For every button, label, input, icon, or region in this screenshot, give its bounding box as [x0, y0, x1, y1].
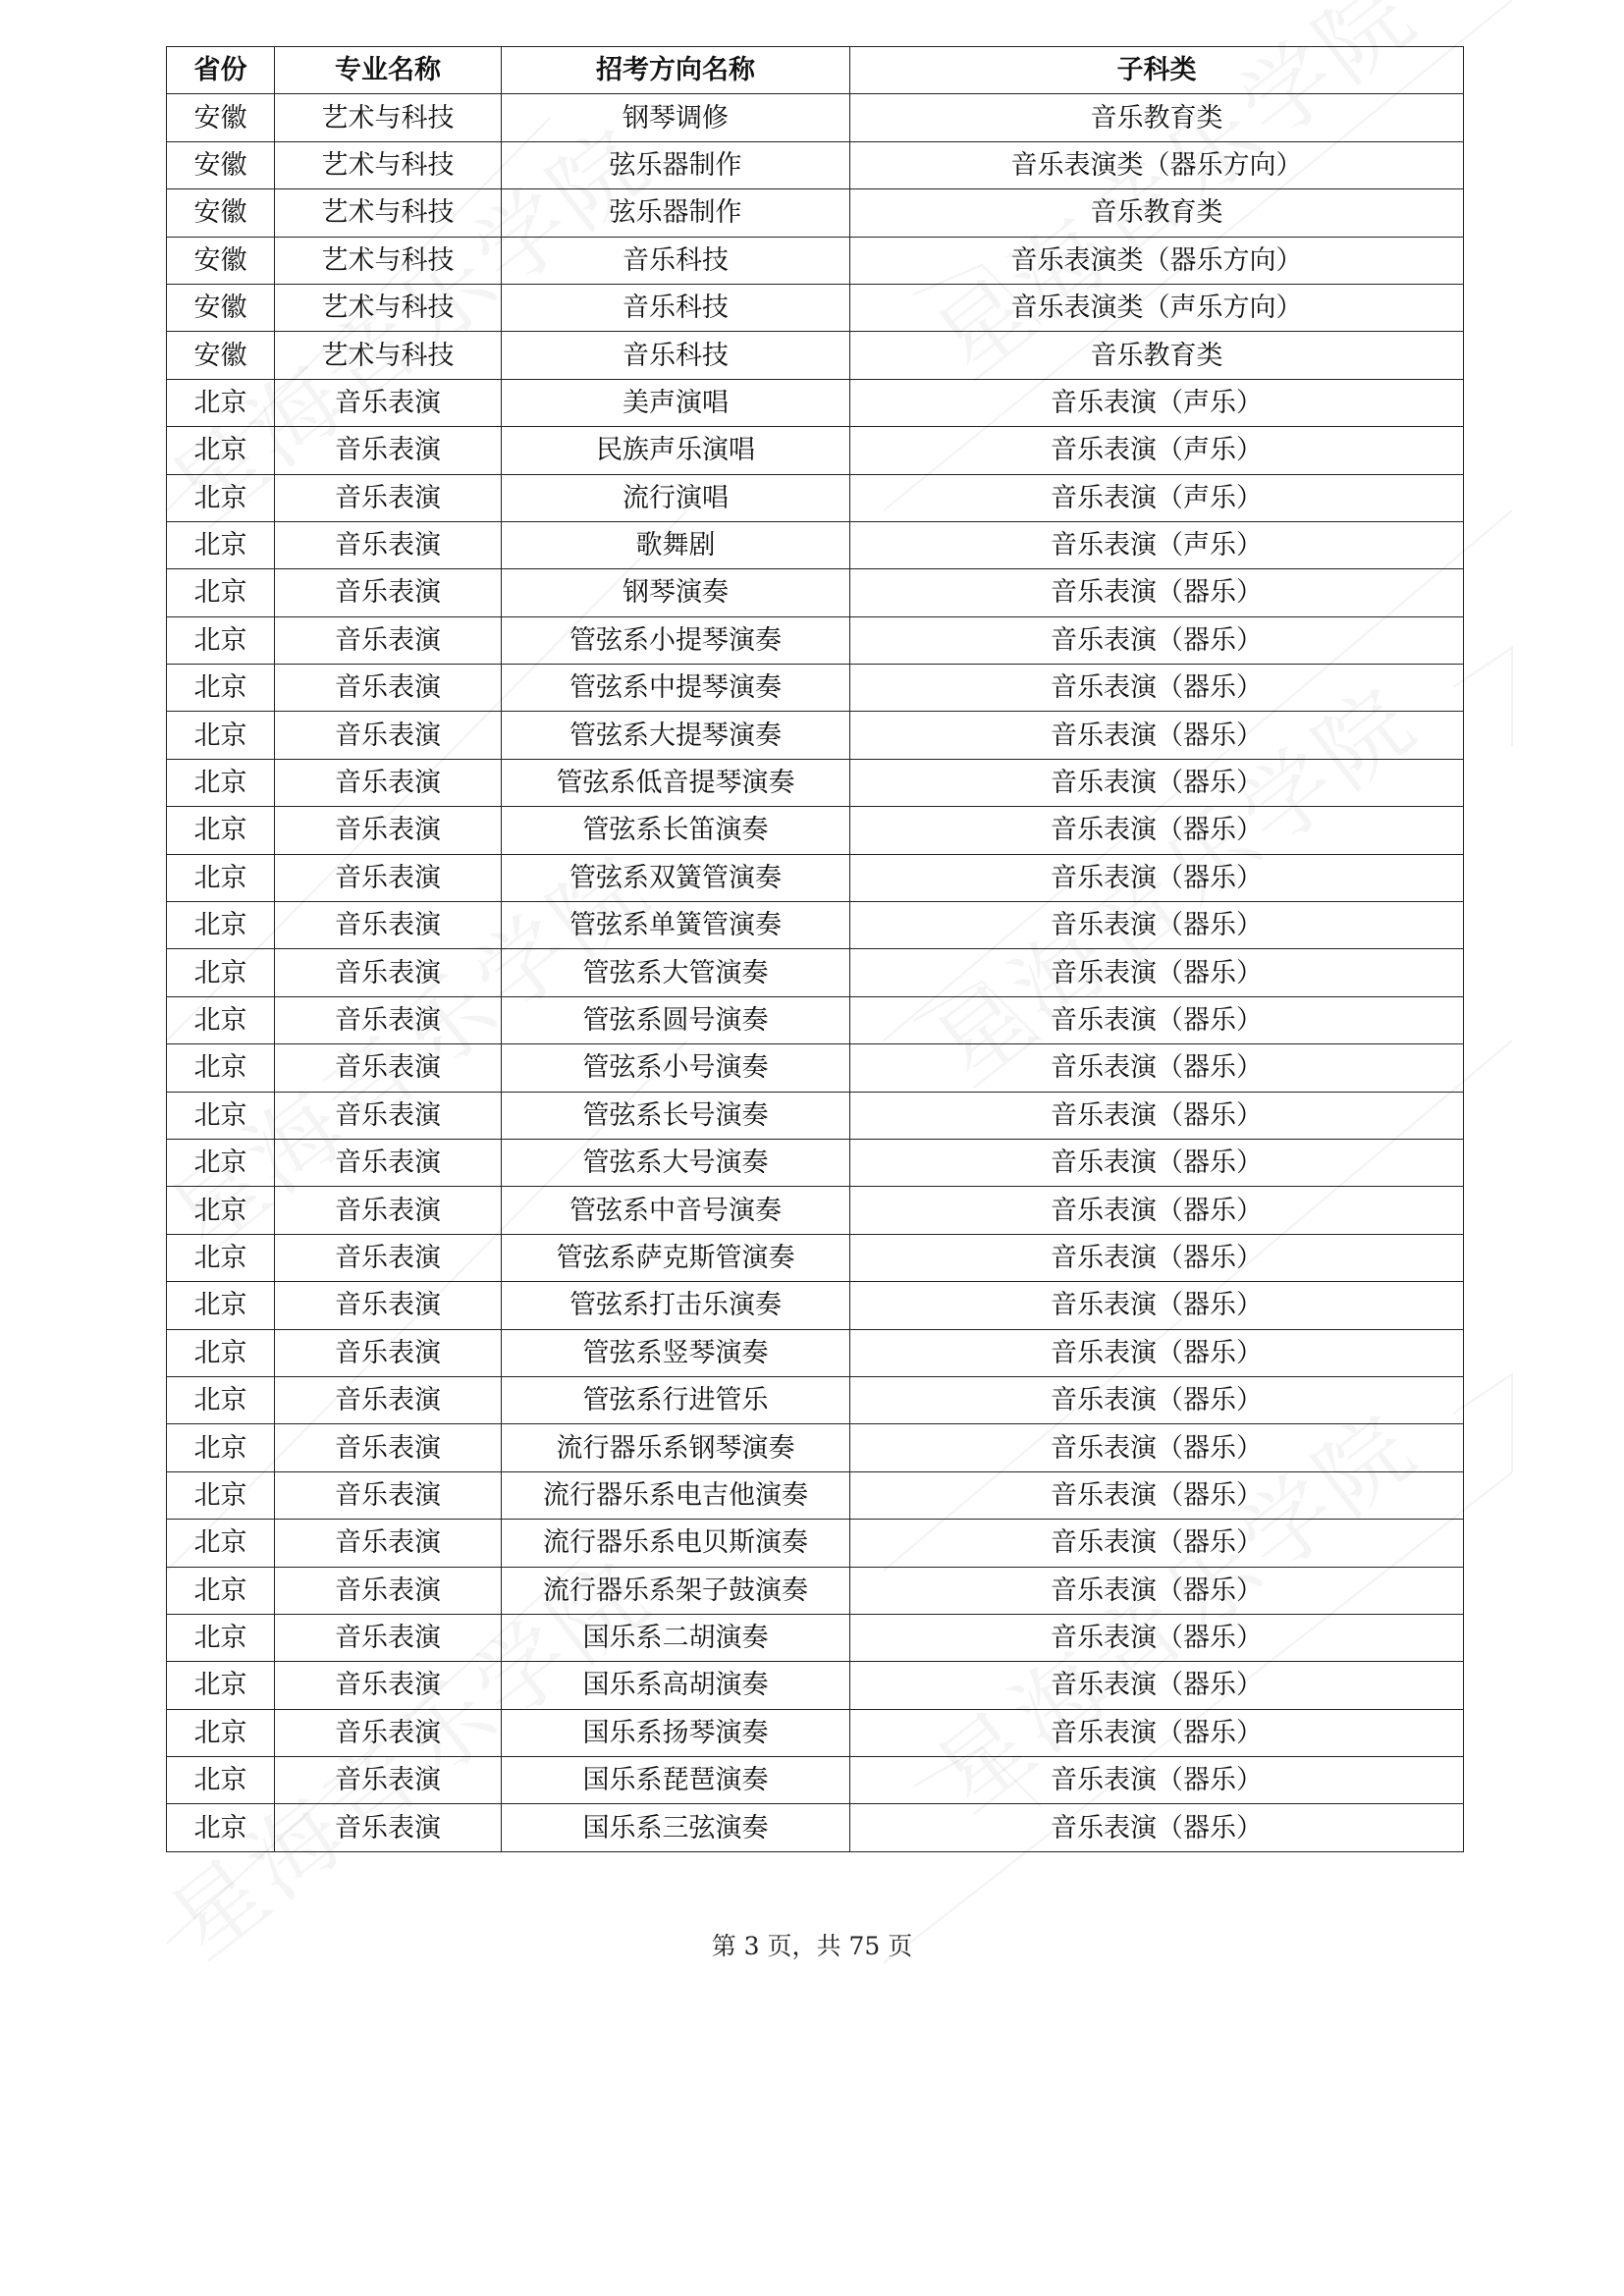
cell-major: 艺术与科技 — [275, 141, 502, 188]
cell-province: 北京 — [167, 759, 275, 806]
table-row — [167, 379, 1464, 426]
table-row — [167, 1139, 1464, 1186]
cell-province: 北京 — [167, 1662, 275, 1709]
cell-direction: 弦乐器制作 — [502, 189, 850, 237]
cell-subcategory: 音乐表演（器乐） — [850, 712, 1464, 759]
table-row — [167, 141, 1464, 188]
cell-direction: 管弦系低音提琴演奏 — [502, 759, 850, 806]
cell-province: 北京 — [167, 1282, 275, 1329]
table-row — [167, 1709, 1464, 1756]
table-row — [167, 1234, 1464, 1281]
cell-province: 北京 — [167, 949, 275, 996]
cell-direction: 管弦系中提琴演奏 — [502, 665, 850, 712]
cell-major: 音乐表演 — [275, 379, 502, 426]
cell-subcategory: 音乐表演（器乐） — [850, 949, 1464, 996]
cell-province: 北京 — [167, 1044, 275, 1092]
cell-direction: 管弦系萨克斯管演奏 — [502, 1234, 850, 1281]
cell-major: 艺术与科技 — [275, 237, 502, 284]
header-row — [167, 47, 1464, 94]
cell-subcategory: 音乐教育类 — [850, 189, 1464, 237]
cell-province: 北京 — [167, 1234, 275, 1281]
cell-subcategory: 音乐表演类（器乐方向） — [850, 237, 1464, 284]
cell-direction: 音乐科技 — [502, 284, 850, 331]
cell-major: 音乐表演 — [275, 1329, 502, 1376]
cell-major: 艺术与科技 — [275, 284, 502, 331]
cell-direction: 管弦系小号演奏 — [502, 1044, 850, 1092]
cell-major: 音乐表演 — [275, 569, 502, 616]
cell-direction: 管弦系大号演奏 — [502, 1139, 850, 1186]
cell-subcategory: 音乐表演（器乐） — [850, 1092, 1464, 1139]
table-row — [167, 1757, 1464, 1804]
cell-direction: 管弦系单簧管演奏 — [502, 902, 850, 949]
cell-direction: 弦乐器制作 — [502, 141, 850, 188]
cell-direction: 流行器乐系电吉他演奏 — [502, 1471, 850, 1519]
cell-major: 音乐表演 — [275, 902, 502, 949]
table-row — [167, 807, 1464, 854]
cell-subcategory: 音乐表演（声乐） — [850, 379, 1464, 426]
cell-subcategory: 音乐表演（器乐） — [850, 1187, 1464, 1234]
table-row — [167, 332, 1464, 379]
cell-province: 北京 — [167, 569, 275, 616]
cell-direction: 音乐科技 — [502, 237, 850, 284]
cell-subcategory: 音乐表演（器乐） — [850, 1614, 1464, 1661]
table-row — [167, 1520, 1464, 1567]
cell-major: 音乐表演 — [275, 665, 502, 712]
cell-major: 音乐表演 — [275, 1614, 502, 1661]
cell-subcategory: 音乐教育类 — [850, 94, 1464, 141]
cell-subcategory: 音乐表演（器乐） — [850, 1139, 1464, 1186]
cell-subcategory: 音乐表演（器乐） — [850, 665, 1464, 712]
cell-subcategory: 音乐表演（器乐） — [850, 616, 1464, 664]
cell-subcategory: 音乐表演（器乐） — [850, 1709, 1464, 1756]
cell-major: 音乐表演 — [275, 1520, 502, 1567]
cell-subcategory: 音乐表演（器乐） — [850, 1044, 1464, 1092]
cell-subcategory: 音乐表演（器乐） — [850, 1757, 1464, 1804]
cell-direction: 管弦系中音号演奏 — [502, 1187, 850, 1234]
cell-province: 北京 — [167, 474, 275, 521]
cell-major: 音乐表演 — [275, 949, 502, 996]
cell-major: 音乐表演 — [275, 1757, 502, 1804]
cell-major: 艺术与科技 — [275, 94, 502, 141]
cell-major: 音乐表演 — [275, 996, 502, 1043]
cell-subcategory: 音乐表演（器乐） — [850, 1471, 1464, 1519]
table-row — [167, 1567, 1464, 1614]
table-row — [167, 427, 1464, 474]
cell-major: 音乐表演 — [275, 1044, 502, 1092]
cell-direction: 歌舞剧 — [502, 521, 850, 568]
table-row — [167, 1471, 1464, 1519]
table-row — [167, 1662, 1464, 1709]
cell-province: 北京 — [167, 712, 275, 759]
table-row — [167, 1329, 1464, 1376]
cell-subcategory: 音乐表演（器乐） — [850, 854, 1464, 901]
cell-subcategory: 音乐表演（器乐） — [850, 1329, 1464, 1376]
table-row — [167, 1804, 1464, 1851]
table-row — [167, 712, 1464, 759]
cell-province: 北京 — [167, 665, 275, 712]
cell-subcategory: 音乐表演（器乐） — [850, 996, 1464, 1043]
cell-subcategory: 音乐表演（声乐） — [850, 427, 1464, 474]
cell-direction: 管弦系长号演奏 — [502, 1092, 850, 1139]
admissions-table — [166, 46, 1464, 1852]
cell-major: 音乐表演 — [275, 1709, 502, 1756]
cell-subcategory: 音乐表演（器乐） — [850, 1520, 1464, 1567]
cell-direction: 管弦系打击乐演奏 — [502, 1282, 850, 1329]
table-row — [167, 521, 1464, 568]
cell-major: 艺术与科技 — [275, 189, 502, 237]
table-row — [167, 902, 1464, 949]
cell-subcategory: 音乐表演（器乐） — [850, 902, 1464, 949]
table-row — [167, 189, 1464, 237]
cell-province: 北京 — [167, 1376, 275, 1423]
cell-subcategory: 音乐表演（声乐） — [850, 521, 1464, 568]
cell-direction: 流行器乐系电贝斯演奏 — [502, 1520, 850, 1567]
cell-major: 音乐表演 — [275, 474, 502, 521]
table-row — [167, 1376, 1464, 1423]
table-row — [167, 474, 1464, 521]
table-header — [167, 47, 1464, 94]
cell-direction: 美声演唱 — [502, 379, 850, 426]
cell-direction: 音乐科技 — [502, 332, 850, 379]
table-row — [167, 1092, 1464, 1139]
cell-province: 安徽 — [167, 237, 275, 284]
cell-major: 音乐表演 — [275, 1662, 502, 1709]
cell-province: 北京 — [167, 1424, 275, 1471]
page-number-label: 第 3 页，共 75 页 — [711, 1932, 913, 1960]
cell-major: 音乐表演 — [275, 1424, 502, 1471]
cell-major: 音乐表演 — [275, 616, 502, 664]
table-row — [167, 616, 1464, 664]
cell-direction: 管弦系双簧管演奏 — [502, 854, 850, 901]
cell-direction: 国乐系扬琴演奏 — [502, 1709, 850, 1756]
cell-province: 安徽 — [167, 332, 275, 379]
cell-major: 音乐表演 — [275, 1804, 502, 1851]
header-subcategory: 子科类 — [850, 47, 1464, 94]
header-major: 专业名称 — [275, 47, 502, 94]
cell-direction: 国乐系三弦演奏 — [502, 1804, 850, 1851]
cell-province: 北京 — [167, 1092, 275, 1139]
cell-subcategory: 音乐表演（器乐） — [850, 1567, 1464, 1614]
cell-subcategory: 音乐表演（器乐） — [850, 759, 1464, 806]
cell-direction: 管弦系圆号演奏 — [502, 996, 850, 1043]
table-row — [167, 1044, 1464, 1092]
cell-major: 音乐表演 — [275, 854, 502, 901]
cell-major: 音乐表演 — [275, 1282, 502, 1329]
cell-major: 音乐表演 — [275, 1139, 502, 1186]
cell-direction: 流行器乐系架子鼓演奏 — [502, 1567, 850, 1614]
table-row — [167, 1282, 1464, 1329]
table-row — [167, 996, 1464, 1043]
cell-province: 安徽 — [167, 189, 275, 237]
table-body — [167, 94, 1464, 1851]
cell-province: 北京 — [167, 1520, 275, 1567]
cell-province: 北京 — [167, 1804, 275, 1851]
table-row — [167, 759, 1464, 806]
cell-subcategory: 音乐教育类 — [850, 332, 1464, 379]
cell-province: 北京 — [167, 854, 275, 901]
cell-major: 音乐表演 — [275, 1471, 502, 1519]
table-row — [167, 665, 1464, 712]
page-footer — [0, 1927, 1624, 1962]
table-row — [167, 94, 1464, 141]
cell-province: 北京 — [167, 1567, 275, 1614]
cell-province: 北京 — [167, 1329, 275, 1376]
cell-subcategory: 音乐表演（器乐） — [850, 1282, 1464, 1329]
cell-major: 音乐表演 — [275, 521, 502, 568]
cell-direction: 管弦系长笛演奏 — [502, 807, 850, 854]
table-row — [167, 854, 1464, 901]
cell-major: 音乐表演 — [275, 759, 502, 806]
cell-subcategory: 音乐表演（声乐） — [850, 474, 1464, 521]
cell-province: 北京 — [167, 379, 275, 426]
cell-province: 北京 — [167, 1187, 275, 1234]
table-row — [167, 949, 1464, 996]
cell-province: 北京 — [167, 996, 275, 1043]
cell-major: 音乐表演 — [275, 807, 502, 854]
cell-province: 安徽 — [167, 284, 275, 331]
cell-province: 北京 — [167, 902, 275, 949]
cell-direction: 国乐系高胡演奏 — [502, 1662, 850, 1709]
cell-major: 音乐表演 — [275, 1376, 502, 1423]
cell-subcategory: 音乐表演（器乐） — [850, 807, 1464, 854]
cell-province: 北京 — [167, 1471, 275, 1519]
cell-subcategory: 音乐表演（器乐） — [850, 1376, 1464, 1423]
cell-subcategory: 音乐表演类（声乐方向） — [850, 284, 1464, 331]
cell-province: 北京 — [167, 521, 275, 568]
table-row — [167, 1424, 1464, 1471]
cell-direction: 管弦系小提琴演奏 — [502, 616, 850, 664]
cell-province: 北京 — [167, 1757, 275, 1804]
cell-major: 音乐表演 — [275, 1092, 502, 1139]
cell-direction: 国乐系琵琶演奏 — [502, 1757, 850, 1804]
cell-direction: 管弦系竖琴演奏 — [502, 1329, 850, 1376]
cell-major: 音乐表演 — [275, 1234, 502, 1281]
cell-direction: 钢琴调修 — [502, 94, 850, 141]
table-row — [167, 237, 1464, 284]
cell-subcategory: 音乐表演类（器乐方向） — [850, 141, 1464, 188]
cell-province: 北京 — [167, 807, 275, 854]
cell-province: 北京 — [167, 427, 275, 474]
cell-subcategory: 音乐表演（器乐） — [850, 1662, 1464, 1709]
cell-direction: 流行演唱 — [502, 474, 850, 521]
table-row — [167, 284, 1464, 331]
cell-major: 音乐表演 — [275, 1187, 502, 1234]
cell-province: 北京 — [167, 1139, 275, 1186]
table-row — [167, 1187, 1464, 1234]
header-province: 省份 — [167, 47, 275, 94]
cell-major: 音乐表演 — [275, 1567, 502, 1614]
cell-province: 北京 — [167, 616, 275, 664]
cell-direction: 管弦系大提琴演奏 — [502, 712, 850, 759]
cell-direction: 流行器乐系钢琴演奏 — [502, 1424, 850, 1471]
cell-direction: 管弦系大管演奏 — [502, 949, 850, 996]
cell-major: 艺术与科技 — [275, 332, 502, 379]
cell-direction: 钢琴演奏 — [502, 569, 850, 616]
cell-direction: 国乐系二胡演奏 — [502, 1614, 850, 1661]
table-row — [167, 1614, 1464, 1661]
table-row — [167, 569, 1464, 616]
cell-major: 音乐表演 — [275, 712, 502, 759]
cell-province: 北京 — [167, 1614, 275, 1661]
cell-province: 安徽 — [167, 141, 275, 188]
cell-direction: 管弦系行进管乐 — [502, 1376, 850, 1423]
cell-subcategory: 音乐表演（器乐） — [850, 1234, 1464, 1281]
header-direction: 招考方向名称 — [502, 47, 850, 94]
cell-province: 安徽 — [167, 94, 275, 141]
cell-major: 音乐表演 — [275, 427, 502, 474]
cell-subcategory: 音乐表演（器乐） — [850, 1424, 1464, 1471]
cell-direction: 民族声乐演唱 — [502, 427, 850, 474]
cell-subcategory: 音乐表演（器乐） — [850, 1804, 1464, 1851]
cell-subcategory: 音乐表演（器乐） — [850, 569, 1464, 616]
cell-province: 北京 — [167, 1709, 275, 1756]
